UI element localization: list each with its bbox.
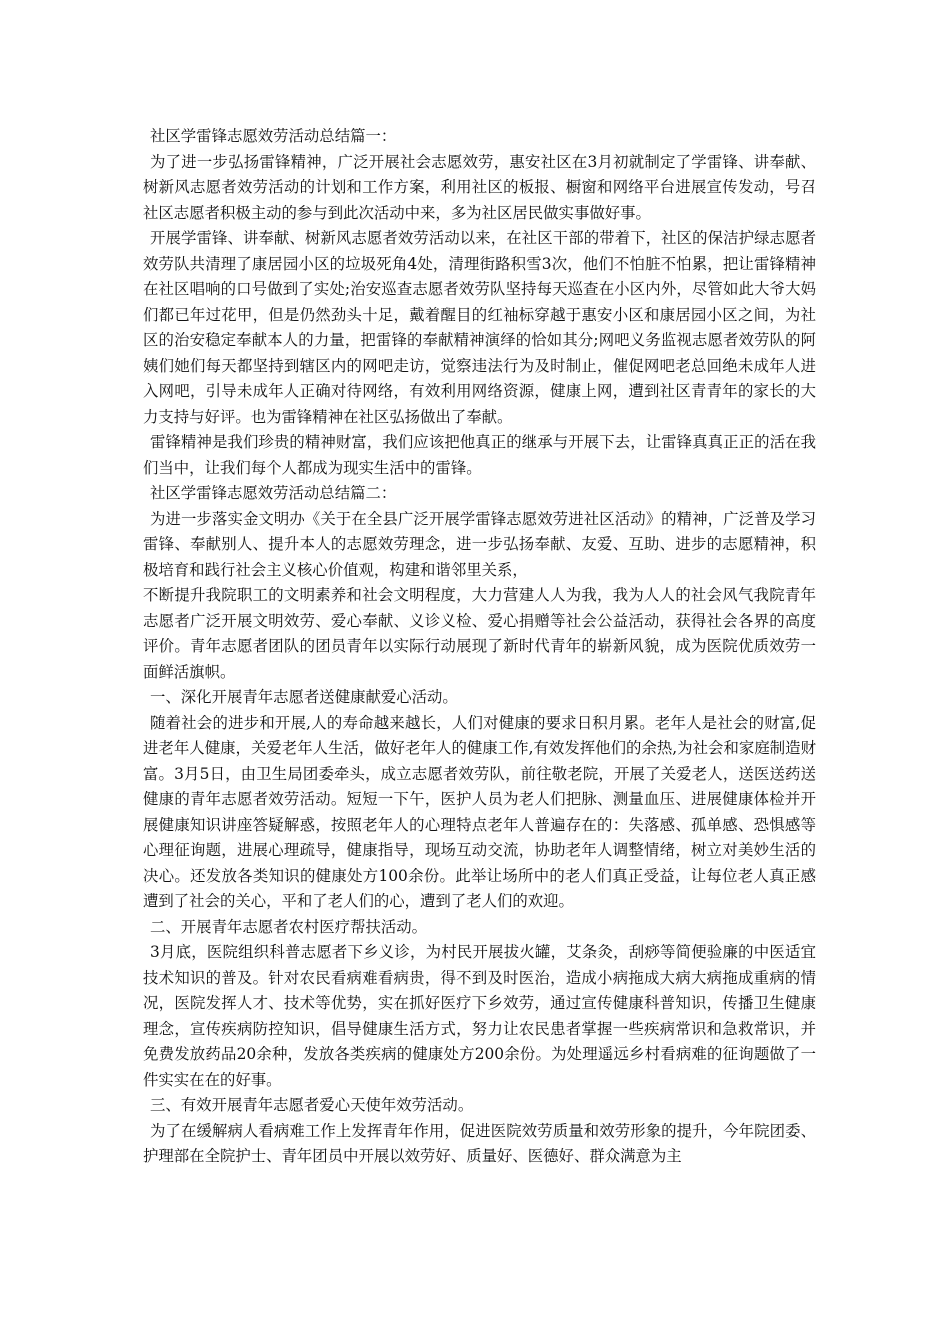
section-title: 社区学雷锋志愿效劳活动总结篇二： (150, 484, 397, 502)
paragraph: 为进一步落实金文明办《关于在全县广泛开展学雷锋志愿效劳进社区活动》的精神，广泛普及学习雷锋、奉献别人、提升本人的志愿效劳理念，进一步弘扬奉献、友爱、互助、进步的志愿精神，积极培育和践行社会主义核心价值观，构建和谐邻里关系， (143, 509, 816, 579)
paragraph: 雷锋精神是我们珍贵的精神财富，我们应该把他真正的继承与开展下去，让雷锋真真正正的活在我们当中，让我们每个人都成为现实生活中的雷锋。 (143, 433, 816, 477)
subsection-title: 二、开展青年志愿者农村医疗帮扶活动。 (150, 917, 428, 936)
paragraph: 开展学雷锋、讲奉献、树新风志愿者效劳活动以来，在社区干部的带着下，社区的保洁护绿志愿者效劳队共清理了康居园小区的垃圾死角4处，清理街路积雪3次，他们不怕脏不怕累，把让雷锋精神在社区唱响的口号做到了实处;治安巡查志愿者效劳队坚持每天巡查在小区内外，尽管如此大爷大妈们都已年过花甲，但是仍然劲头十足，戴着醒目的红袖标穿越于惠安小区和康居园小区之间，为社区的治安稳定奉献本人的力量，把雷锋的奉献精神演绎的恰如其分;网吧义务监视志愿者效劳队的阿姨们她们每天都坚持到辖区内的网吧走访，觉察违法行为及时制止，催促网吧老总回绝未成年人进入网吧，引导未成年人正确对待网络，有效利用网络资源，健康上网，遭到社区青青年的家长的大力支持与好评。也为雷锋精神在社区弘扬做出了奉献。 (143, 229, 816, 426)
subsection-title: 三、有效开展青年志愿者爱心天使年效劳活动。 (150, 1096, 474, 1114)
paragraph: 为了进一步弘扬雷锋精神，广泛开展社会志愿效劳，惠安社区在3月初就制定了学雷锋、讲奉献、树新风志愿者效劳活动的计划和工作方案，利用社区的板报、橱窗和网络平台进展宣传发动，号召社区志愿者积极主动的参与到此次活动中来，多为社区居民做实事做好事。 (143, 152, 816, 222)
document-body (143, 124, 816, 1170)
paragraph: 随着社会的进步和开展,人的寿命越来越长，人们对健康的要求日积月累。老年人是社会的财富,促进老年人健康，关爱老年人生活，做好老年人的健康工作,有效发挥他们的余热,为社会和家庭制造财富。3月5日，由卫生局团委牵头，成立志愿者效劳队，前往敬老院，开展了关爱老人，送医送药送健康的青年志愿者效劳活动。短短一下午，医护人员为老人们把脉、测量血压、进展健康体检并开展健康知识讲座答疑解惑，按照老年人的心理特点老年人普遍存在的：失落感、孤单感、恐惧感等心理征询题，进展心理疏导，健康指导，现场互动交流，协助老年人调整情绪，树立对美妙生活的决心。还发放各类知识的健康处方100余份。此举让场所中的老人们真正受益，让每位老人真正感遭到了社会的关心，平和了老人们的心，遭到了老人们的欢迎。 (143, 713, 816, 910)
section-title: 社区学雷锋志愿效劳活动总结篇一： (150, 127, 397, 145)
paragraph: 3月底，医院组织科普志愿者下乡义诊，为村民开展拔火罐，艾条灸，刮痧等简便验廉的中医适宜技术知识的普及。针对农民看病难看病贵，得不到及时医治，造成小病拖成大病大病拖成重病的情况，医院发挥人才、技术等优势，实在抓好医疗下乡效劳，通过宣传健康科普知识，传播卫生健康理念，宣传疾病防控知识，倡导健康生活方式，努力让农民患者掌握一些疾病常识和急救常识，并免费发放药品20余种，发放各类疾病的健康处方200余份。为处理遥远乡村看病难的征询题做了一件实实在在的好事。 (143, 943, 816, 1089)
paragraph: 为了在缓解病人看病难工作上发挥青年作用，促进医院效劳质量和效劳形象的提升，今年院团委、护理部在全院护士、青年团员中开展以效劳好、质量好、医德好、群众满意为主 (143, 1121, 816, 1165)
subsection-title: 一、深化开展青年志愿者送健康献爱心活动。 (150, 688, 458, 706)
paragraph: 不断提升我院职工的文明素养和社会文明程度，大力营建人人为我，我为人人的社会风气我院青年志愿者广泛开展文明效劳、爱心奉献、义诊义检、爱心捐赠等社会公益活动，获得社会各界的高度评价。青年志愿者团队的团员青年以实际行动展现了新时代青年的崭新风貌，成为医院优质效劳一面鲜活旗帜。 (143, 586, 816, 681)
